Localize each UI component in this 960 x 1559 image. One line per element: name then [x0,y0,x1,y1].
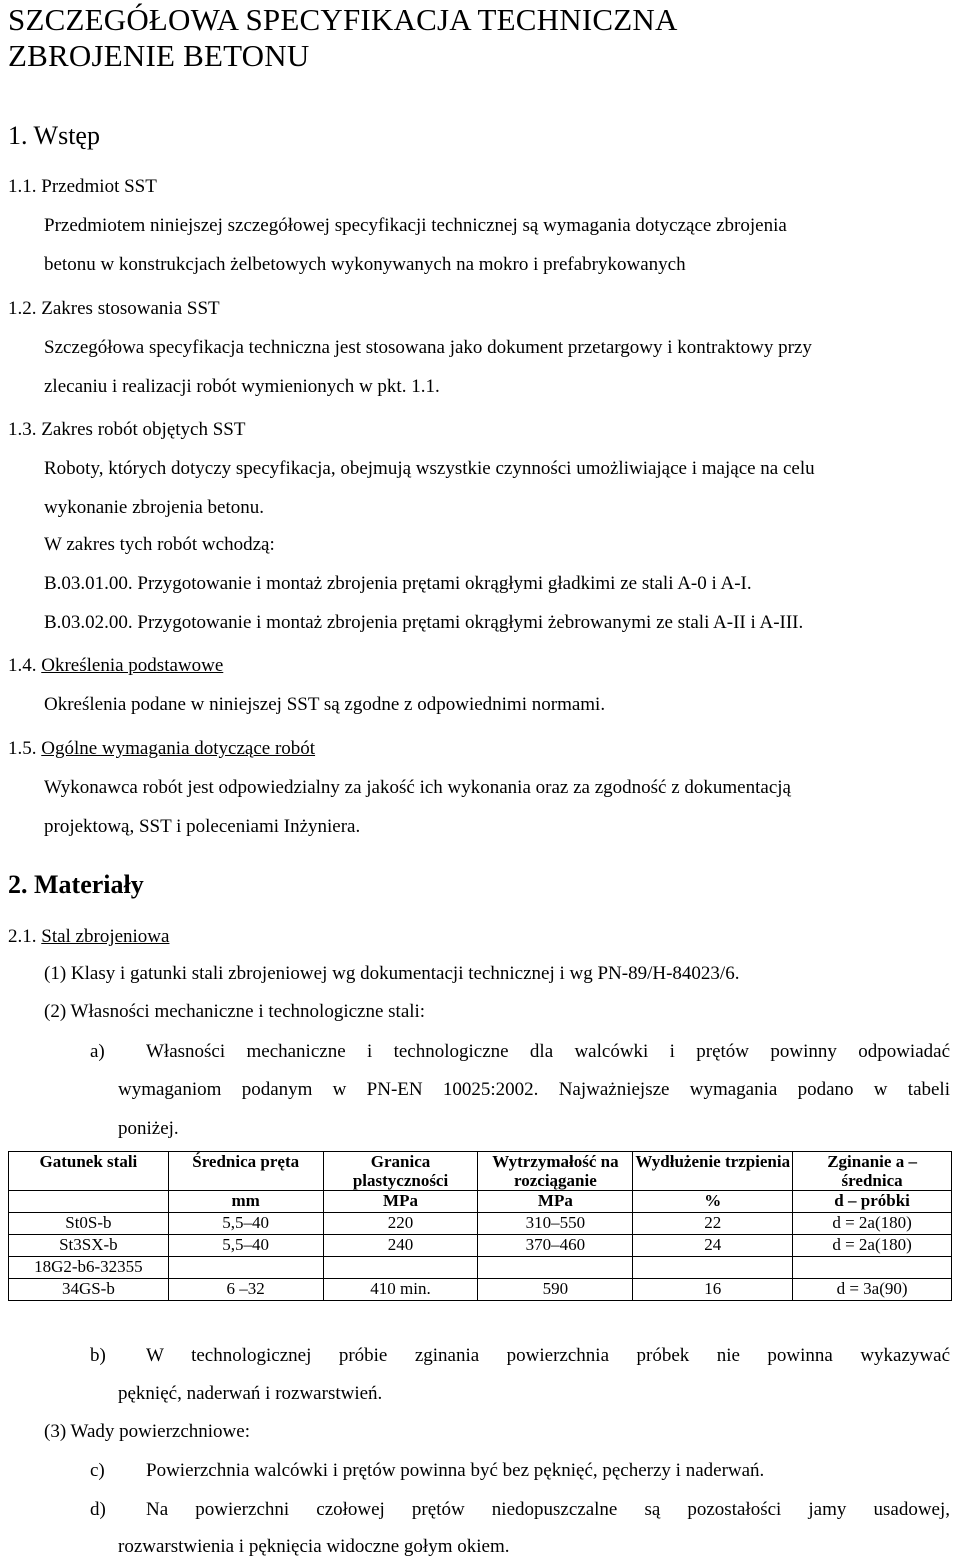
table-cell: 18G2-b6-32355 [9,1257,169,1279]
section-1-1-heading: 1.1. Przedmiot SST [8,176,157,197]
section-1-4-number: 1.4. [8,655,37,676]
section-1-5-number: 1.5. [8,738,37,759]
table-row [9,1257,952,1279]
table-cell: 370–460 [478,1235,633,1257]
list-label-a: a) [90,1041,105,1062]
table-cell: 24 [633,1235,793,1257]
header-cell: Wytrzymałość na rozciąganie [478,1152,633,1191]
item-a-line-2: wymaganiom podanym w PN-EN 10025:2002. Najważniejsze wymagania podano w tabeli [118,1079,950,1100]
table-header-row [9,1152,952,1191]
list-label-b: b) [90,1345,106,1366]
table-cell: 310–550 [478,1213,633,1235]
steel-properties-table [8,1151,952,1301]
section-1-5-text-line-2: projektową, SST i poleceniami Inżyniera. [44,816,361,837]
table-cell [478,1257,633,1279]
list-label-c: c) [90,1460,105,1481]
table-cell [323,1257,478,1279]
section-2-1-point-2: (2) Własności mechaniczne i technologiczne stali: [44,1001,426,1022]
section-2-1-title: Stal zbrojeniowa [41,926,170,947]
units-cell: % [633,1191,793,1213]
list-label-d: d) [90,1499,106,1520]
section-1-1-text-line-1: Przedmiotem niniejszej szczegółowej specyfikacji technicznej są wymagania dotyczące zbrojenia [44,215,787,236]
document-title-line-1: SZCZEGÓŁOWA SPECYFIKACJA TECHNICZNA [8,2,678,37]
header-cell: Gatunek stali [9,1152,169,1191]
units-cell: MPa [478,1191,633,1213]
table-cell: d = 3a(90) [793,1279,952,1301]
table-cell [168,1257,323,1279]
section-1-3-item-b030200: B.03.02.00. Przygotowanie i montaż zbrojenia prętami okrągłymi żebrowanymi ze stali A-II i A-III. [44,612,804,633]
item-a-line-3: poniżej. [118,1118,179,1139]
units-cell: d – próbki [793,1191,952,1213]
table-cell: 16 [633,1279,793,1301]
header-cell: Wydłużenie trzpienia [633,1152,793,1191]
section-2-heading: 2. Materiały [8,870,144,899]
table-units-row [9,1191,952,1213]
section-1-3-text-line-1: Roboty, których dotyczy specyfikacja, obejmują wszystkie czynności umożliwiające i mające na celu [44,458,815,479]
table-cell [793,1257,952,1279]
section-2-1-heading [8,925,169,949]
section-1-4-title: Określenia podstawowe [41,655,224,676]
table-cell: d = 2a(180) [793,1235,952,1257]
header-cell: Granica plastyczności [323,1152,478,1191]
table-cell: 220 [323,1213,478,1235]
table-cell: 590 [478,1279,633,1301]
table-row [9,1279,952,1301]
item-c-line-1: Powierzchnia walcówki i prętów powinna być bez pęknięć, pęcherzy i naderwań. [146,1460,765,1481]
table-cell: St0S-b [9,1213,169,1235]
document-title-line-2: ZBROJENIE BETONU [8,38,310,73]
section-1-2-heading: 1.2. Zakres stosowania SST [8,298,220,319]
section-1-3-text-line-3: W zakres tych robót wchodzą: [44,534,275,555]
table-cell: 5,5–40 [168,1235,323,1257]
section-2-1-number: 2.1. [8,926,37,947]
header-cell: Średnica pręta [168,1152,323,1191]
section-1-5-title: Ogólne wymagania dotyczące robót [41,738,316,759]
section-1-3-text-line-2: wykonanie zbrojenia betonu. [44,497,265,518]
section-1-heading: 1. Wstęp [8,121,100,150]
table-row [9,1213,952,1235]
item-d-line-2: rozwarstwienia i pęknięcia widoczne gołym okiem. [118,1536,510,1557]
table-cell: 22 [633,1213,793,1235]
section-2-1-point-3: (3) Wady powierzchniowe: [44,1421,250,1442]
item-a-line-1: Własności mechaniczne i technologiczne dla walcówki i prętów powinny odpowiadać [146,1041,950,1062]
section-1-2-text-line-1: Szczegółowa specyfikacja techniczna jest stosowana jako dokument przetargowy i kontraktowy przy [44,337,812,358]
table-cell: St3SX-b [9,1235,169,1257]
section-1-5-heading [8,737,315,761]
table-cell: 240 [323,1235,478,1257]
item-b-line-1: W technologicznej próbie zginania powierzchnia próbek nie powinna wykazywać [146,1345,950,1366]
table-cell: 410 min. [323,1279,478,1301]
section-1-3-heading: 1.3. Zakres robót objętych SST [8,419,246,440]
table-cell: 5,5–40 [168,1213,323,1235]
item-b-line-2: pęknięć, naderwań i rozwarstwień. [118,1383,383,1404]
section-1-3-item-b030100: B.03.01.00. Przygotowanie i montaż zbrojenia prętami okrągłymi gładkimi ze stali A-0 i A-I. [44,573,752,594]
section-1-4-heading [8,654,223,678]
units-cell [9,1191,169,1213]
item-d-line-1: Na powierzchni czołowej prętów niedopuszczalne są pozostałości jamy usadowej, [146,1499,950,1520]
section-1-4-text: Określenia podane w niniejszej SST są zgodne z odpowiednimi normami. [44,694,606,715]
header-cell: Zginanie a – średnica [793,1152,952,1191]
table-cell [633,1257,793,1279]
units-cell: MPa [323,1191,478,1213]
table-cell: 34GS-b [9,1279,169,1301]
section-1-1-text-line-2: betonu w konstrukcjach żelbetowych wykonywanych na mokro i prefabrykowanych [44,254,686,275]
section-2-1-point-1: (1) Klasy i gatunki stali zbrojeniowej wg dokumentacji technicznej i wg PN-89/H-84023/6. [44,963,740,984]
table-row [9,1235,952,1257]
section-1-5-text-line-1: Wykonawca robót jest odpowiedzialny za jakość ich wykonania oraz za zgodność z dokumentacją [44,777,791,798]
section-1-2-text-line-2: zlecaniu i realizacji robót wymienionych w pkt. 1.1. [44,376,440,397]
table-cell: 6 –32 [168,1279,323,1301]
table-cell: d = 2a(180) [793,1213,952,1235]
units-cell: mm [168,1191,323,1213]
